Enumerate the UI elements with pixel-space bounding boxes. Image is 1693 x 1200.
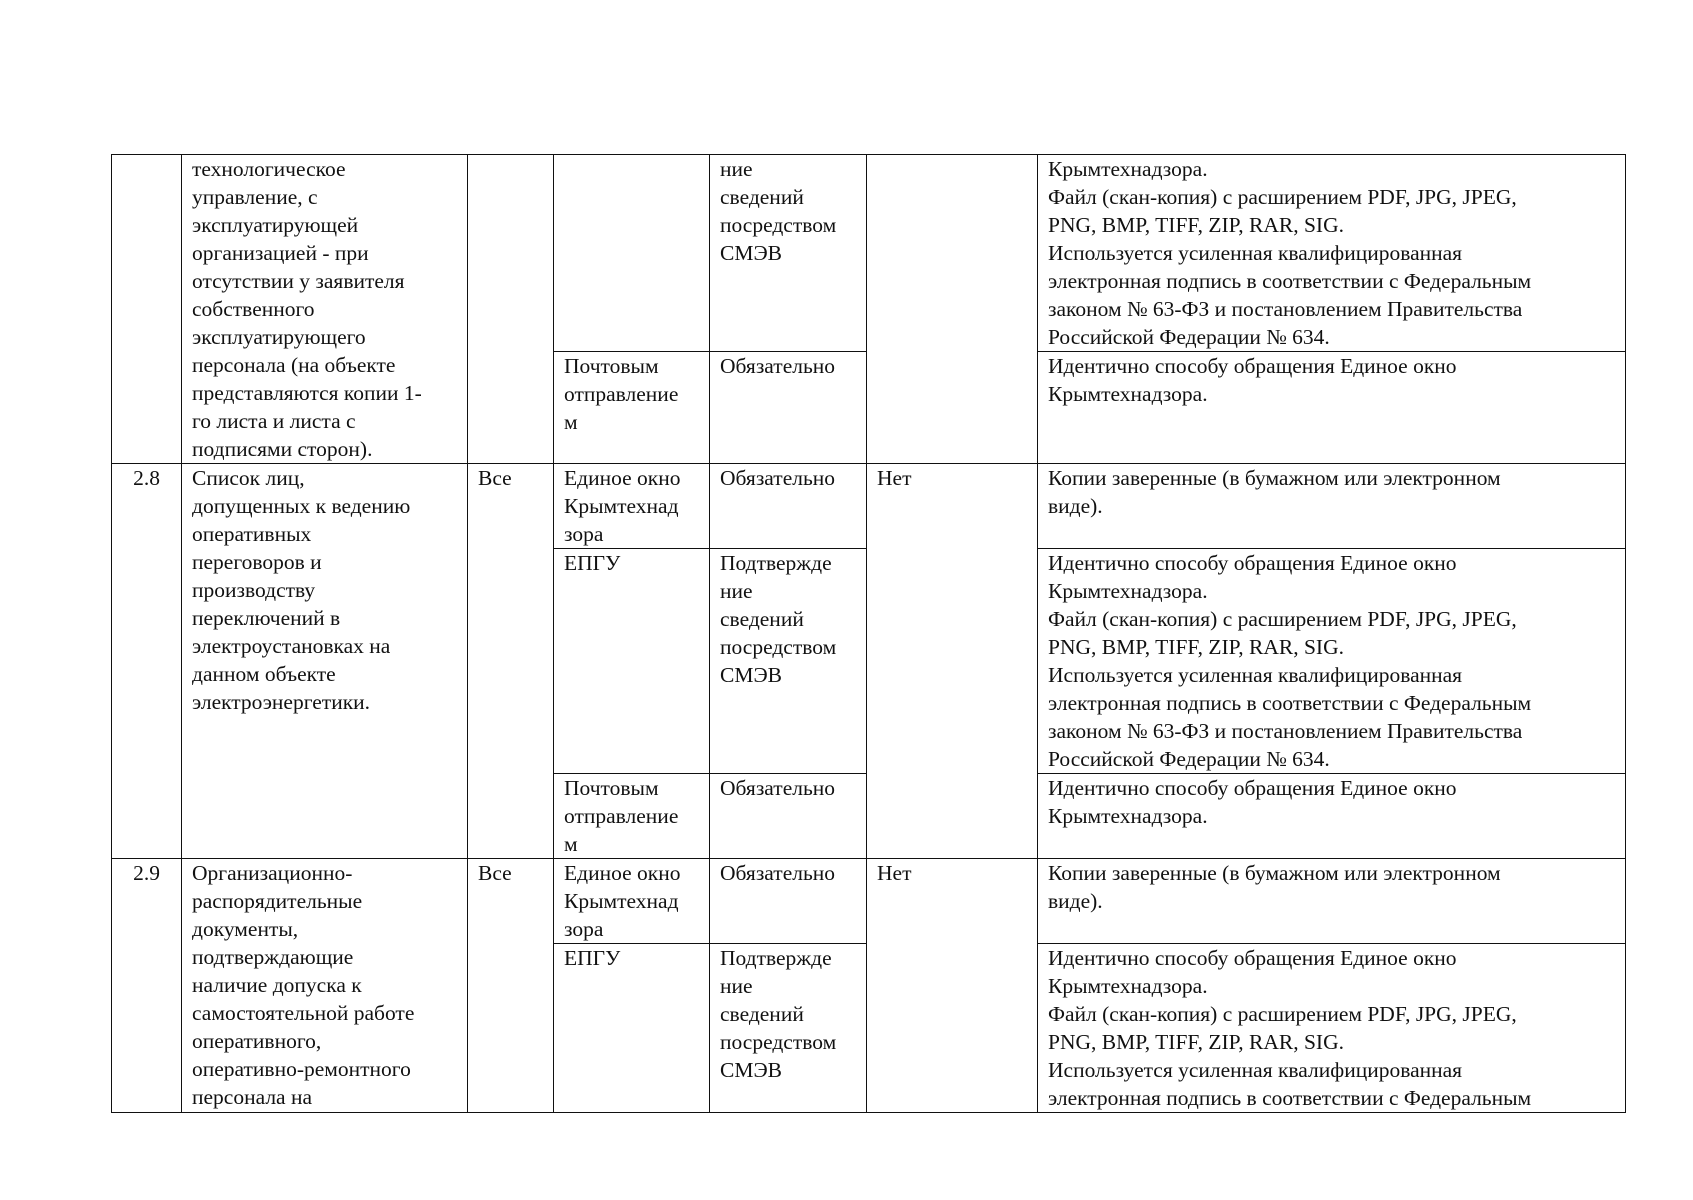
submission-channel-cell: Единое окно Крымтехнад зора: [554, 464, 710, 549]
extra-condition-cell: Нет: [867, 859, 1038, 1113]
requirement-status-cell: Обязательно: [710, 859, 867, 944]
submission-channel-cell: [554, 155, 710, 352]
document-requirements-cell: Идентично способу обращения Единое окно Крымтехнадзора.: [1038, 774, 1626, 859]
row-number-cell: [112, 155, 182, 464]
applicant-category-cell: Все: [468, 859, 554, 1113]
document-requirements-cell: Копии заверенные (в бумажном или электронном виде).: [1038, 464, 1626, 549]
row-number-cell: 2.8: [112, 464, 182, 859]
extra-condition-cell: [867, 155, 1038, 464]
extra-condition-cell: Нет: [867, 464, 1038, 859]
table-row-continuation: [112, 155, 1626, 352]
submission-channel-cell: Почтовым отправление м: [554, 774, 710, 859]
item-description-cell: Список лиц, допущенных к ведению оперативных переговоров и производству переключений в электроустановках на данном объекте электроэнергетики.: [182, 464, 468, 859]
row-number-cell: 2.9: [112, 859, 182, 1113]
document-requirements-cell: Идентично способу обращения Единое окно Крымтехнадзора.: [1038, 352, 1626, 464]
item-description-cell: Организационно- распорядительные документы, подтверждающие наличие допуска к самостоятельной работе оперативного, оперативно-ремонтного персонала на: [182, 859, 468, 1113]
applicant-category-cell: Все: [468, 464, 554, 859]
document-requirements-cell: Крымтехнадзора. Файл (скан-копия) с расширением PDF, JPG, JPEG, PNG, BMP, TIFF, ZIP, RAR, SIG. Используется усиленная квалифицированная электронная подпись в соответствии с Федеральным законом № 63-ФЗ и постановлением Правительства Российской Федерации № 634.: [1038, 155, 1626, 352]
document-requirements-cell: Идентично способу обращения Единое окно Крымтехнадзора. Файл (скан-копия) с расширением PDF, JPG, JPEG, PNG, BMP, TIFF, ZIP, RAR, SIG. Используется усиленная квалифицированная электронная подпись в соответствии с Федеральным: [1038, 944, 1626, 1113]
documents-table: [111, 154, 1626, 1113]
requirement-status-cell: Обязательно: [710, 464, 867, 549]
requirement-status-cell: Подтвержде ние сведений посредством СМЭВ: [710, 549, 867, 774]
table-row-2-8: [112, 464, 1626, 549]
requirement-status-cell: Обязательно: [710, 774, 867, 859]
submission-channel-cell: Единое окно Крымтехнад зора: [554, 859, 710, 944]
item-description-cell: технологическое управление, с эксплуатирующей организацией - при отсутствии у заявителя собственного эксплуатирующего персонала (на объекте представляются копии 1- го листа и листа с подписями сторон).: [182, 155, 468, 464]
submission-channel-cell: ЕПГУ: [554, 549, 710, 774]
applicant-category-cell: [468, 155, 554, 464]
requirement-status-cell: ние сведений посредством СМЭВ: [710, 155, 867, 352]
requirement-status-cell: Подтвержде ние сведений посредством СМЭВ: [710, 944, 867, 1113]
document-requirements-cell: Идентично способу обращения Единое окно Крымтехнадзора. Файл (скан-копия) с расширением PDF, JPG, JPEG, PNG, BMP, TIFF, ZIP, RAR, SIG. Используется усиленная квалифицированная электронная подпись в соответствии с Федеральным законом № 63-ФЗ и постановлением Правительства Российской Федерации № 634.: [1038, 549, 1626, 774]
requirement-status-cell: Обязательно: [710, 352, 867, 464]
submission-channel-cell: Почтовым отправление м: [554, 352, 710, 464]
submission-channel-cell: ЕПГУ: [554, 944, 710, 1113]
document-requirements-cell: Копии заверенные (в бумажном или электронном виде).: [1038, 859, 1626, 944]
table-row-2-9: [112, 859, 1626, 944]
